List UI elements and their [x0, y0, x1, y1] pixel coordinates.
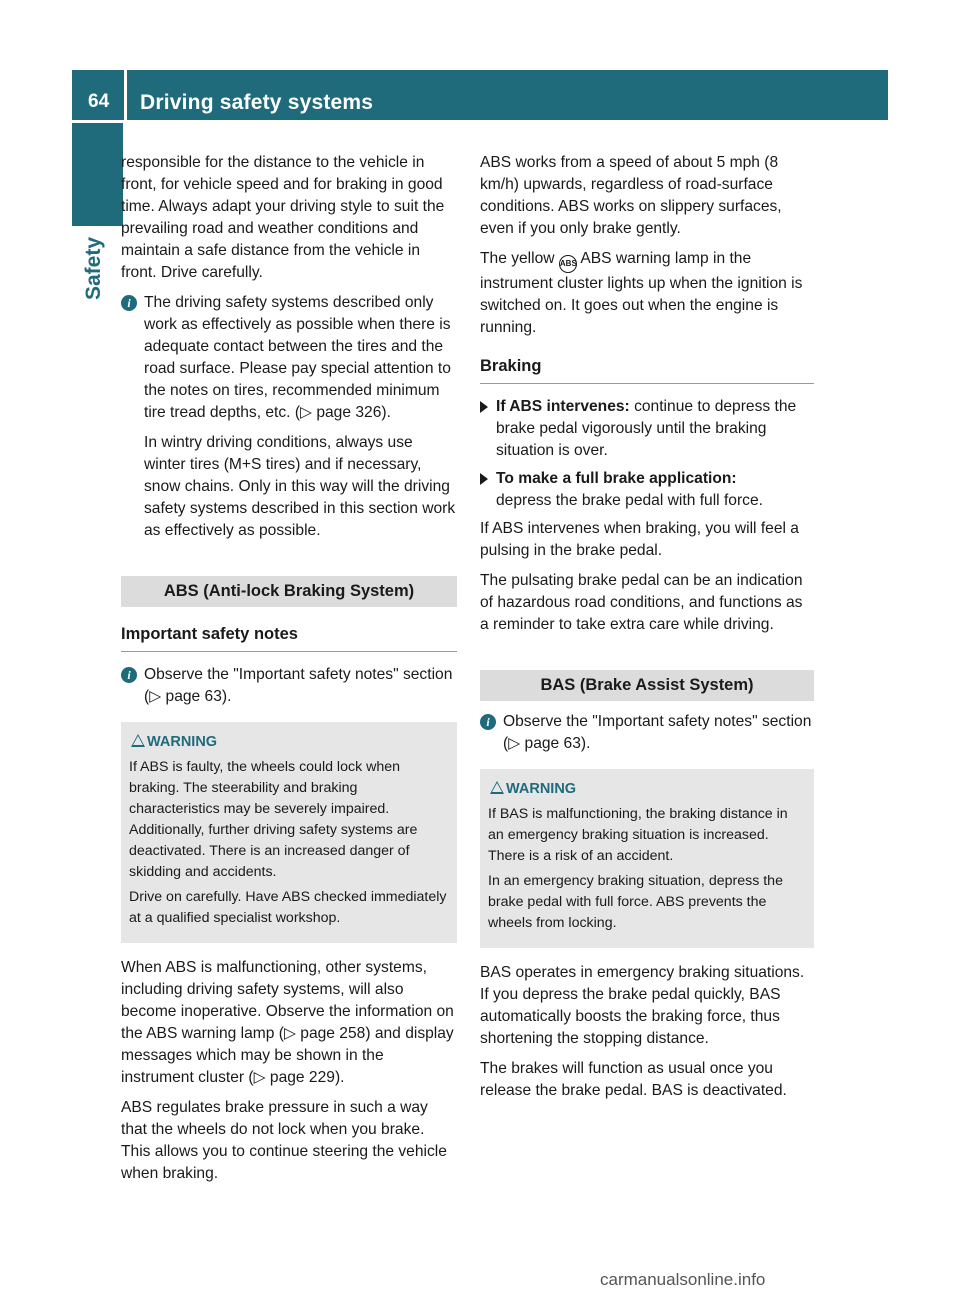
watermark: carmanualsonline.info	[600, 1270, 766, 1289]
subheading-safety-notes: Important safety notes	[121, 617, 457, 652]
abs-lamp-icon: ABS	[559, 255, 577, 273]
text-span: ABS warning lamp in the instrument cluster lights up when the ignition is switched on. It goes out when the engine is running.	[480, 250, 803, 336]
step-bold: To make a full brake application:	[496, 470, 737, 487]
warning-heading	[488, 779, 806, 800]
paragraph: The brakes will function as usual once you release the brake pedal. BAS is deactivated.	[480, 1060, 787, 1099]
warning-label: WARNING	[506, 781, 577, 797]
warning-triangle-icon	[131, 734, 145, 747]
sidebar-label: Safety	[82, 236, 105, 300]
info-text: Observe the "Important safety notes" section (▷ page 63).	[144, 666, 453, 705]
info-text: Observe the "Important safety notes" section (▷ page 63).	[503, 713, 812, 752]
step-bold: If ABS intervenes:	[496, 398, 630, 415]
warning-triangle-icon	[490, 781, 504, 794]
header-separator	[124, 70, 127, 120]
page-title: Driving safety systems	[140, 91, 374, 114]
paragraph: The pulsating brake pedal can be an indication of hazardous road conditions, and functions as a reminder to take extra care while driving.	[480, 572, 803, 633]
section-heading-bas: BAS (Brake Assist System)	[480, 670, 814, 701]
info-note	[121, 664, 457, 708]
warning-text: If BAS is malfunctioning, the braking distance in an emergency braking situation is increased. There is a risk of an accident.	[488, 806, 788, 864]
paragraph: ABS regulates brake pressure in such a way that the wheels do not lock when you brake. This allows you to continue steering the vehicle when braking.	[121, 1099, 447, 1182]
right-column	[480, 152, 814, 1110]
step-item	[480, 468, 814, 512]
left-column	[121, 152, 457, 1193]
paragraph: When ABS is malfunctioning, other systems, including driving safety systems, will also become inoperative. Observe the information on the ABS warning lamp (▷ page 258) and display messages which may be shown in the instrument cluster (▷ page 229).	[121, 959, 454, 1086]
subheading-braking: Braking	[480, 349, 814, 384]
info-text: The driving safety systems described only work as effectively as possible when there is adequate contact between the tires and the road surface. Please pay special attention to the notes on tires, recommended minimum tire tread depths, etc. (▷ page 326).	[144, 294, 451, 421]
warning-label: WARNING	[147, 734, 218, 750]
warning-box	[121, 722, 457, 943]
info-note	[480, 711, 814, 755]
info-icon: i	[121, 295, 137, 311]
paragraph: responsible for the distance to the vehicle in front, for vehicle speed and for braking in good time. Always adapt your driving style to suit the prevailing road and weather conditions and maintain a safe distance from the vehicle in front. Drive carefully.	[121, 154, 445, 281]
paragraph: ABS works from a speed of about 5 mph (8 km/h) upwards, regardless of road-surface conditions. ABS works on slippery surfaces, even if you only brake gently.	[480, 154, 782, 237]
step-text: continue to depress the brake pedal vigorously until the braking situation is over.	[496, 398, 797, 459]
text-span: The yellow	[480, 250, 555, 267]
step-text: depress the brake pedal with full force.	[496, 492, 763, 509]
info-text: In wintry driving conditions, always use winter tires (M+S tires) and if necessary, snow chains. Only in this way will the driving safety systems described in this section work as effectively as possible.	[144, 434, 456, 539]
info-note	[121, 292, 457, 542]
paragraph	[480, 248, 814, 339]
sidebar-tab	[72, 123, 123, 226]
info-icon: i	[480, 714, 496, 730]
warning-text: Drive on carefully. Have ABS checked immediately at a qualified specialist workshop.	[129, 889, 447, 926]
warning-box	[480, 769, 814, 948]
page-number: 64	[88, 91, 110, 112]
section-heading-abs: ABS (Anti-lock Braking System)	[121, 576, 457, 607]
paragraph: BAS operates in emergency braking situations. If you depress the brake pedal quickly, BAS automatically boosts the braking force, thus shortening the stopping distance.	[480, 964, 805, 1047]
step-arrow-icon	[480, 473, 488, 485]
warning-heading	[129, 732, 449, 753]
warning-text: In an emergency braking situation, depress the brake pedal with full force. ABS prevents the wheels from locking.	[488, 873, 783, 931]
step-arrow-icon	[480, 401, 488, 413]
info-icon: i	[121, 667, 137, 683]
step-item	[480, 396, 814, 462]
paragraph: If ABS intervenes when braking, you will feel a pulsing in the brake pedal.	[480, 520, 799, 559]
warning-text: If ABS is faulty, the wheels could lock when braking. The steerability and braking characteristics may be severely impaired. Additionally, further driving safety systems are deactivated. There is an increased danger of skidding and accidents.	[129, 759, 418, 880]
